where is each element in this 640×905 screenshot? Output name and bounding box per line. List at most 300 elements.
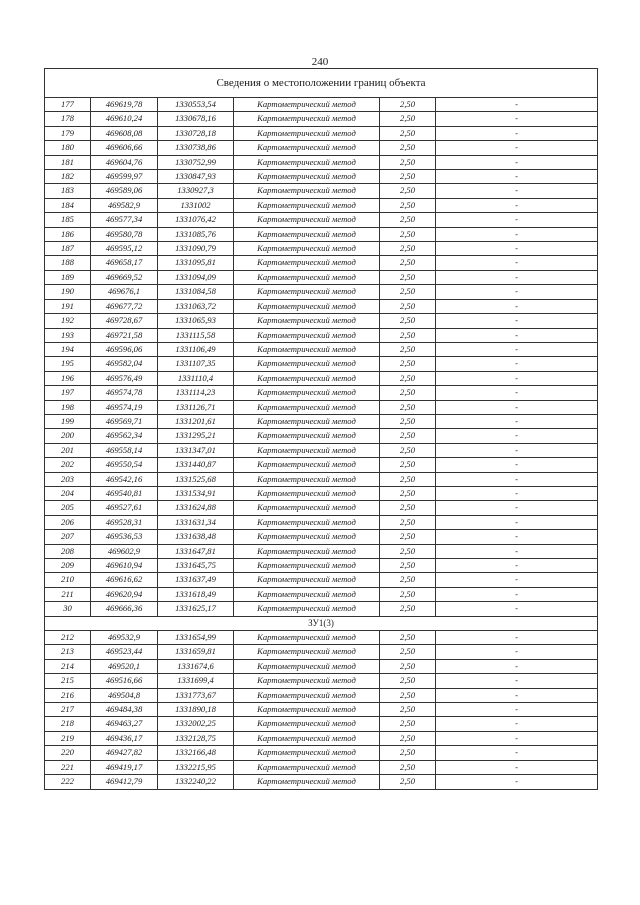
accuracy: 2,50 xyxy=(380,645,436,659)
description: - xyxy=(436,443,598,457)
point-number: 180 xyxy=(45,141,91,155)
description: - xyxy=(436,659,598,673)
coord-x: 469721,58 xyxy=(91,328,158,342)
method: Картометрический метод xyxy=(234,328,380,342)
description: - xyxy=(436,530,598,544)
description: - xyxy=(436,270,598,284)
description: - xyxy=(436,688,598,702)
accuracy: 2,50 xyxy=(380,400,436,414)
table-row xyxy=(45,371,598,385)
coord-y: 1331126,71 xyxy=(158,400,234,414)
coord-y: 1331773,67 xyxy=(158,688,234,702)
method: Картометрический метод xyxy=(234,357,380,371)
coord-y: 1331114,23 xyxy=(158,386,234,400)
point-number: 194 xyxy=(45,342,91,356)
accuracy: 2,50 xyxy=(380,285,436,299)
coord-y: 1331094,09 xyxy=(158,270,234,284)
description: - xyxy=(436,559,598,573)
method: Картометрический метод xyxy=(234,285,380,299)
description: - xyxy=(436,314,598,328)
coord-y: 1331110,4 xyxy=(158,371,234,385)
description: - xyxy=(436,414,598,428)
method: Картометрический метод xyxy=(234,155,380,169)
accuracy: 2,50 xyxy=(380,170,436,184)
description: - xyxy=(436,357,598,371)
method: Картометрический метод xyxy=(234,126,380,140)
description: - xyxy=(436,170,598,184)
accuracy: 2,50 xyxy=(380,342,436,356)
coord-y: 1332215,95 xyxy=(158,760,234,774)
point-number: 191 xyxy=(45,299,91,313)
accuracy: 2,50 xyxy=(380,559,436,573)
description: - xyxy=(436,717,598,731)
method: Картометрический метод xyxy=(234,98,380,112)
table-row xyxy=(45,674,598,688)
point-number: 213 xyxy=(45,645,91,659)
coord-y: 1331063,72 xyxy=(158,299,234,313)
coord-x: 469620,94 xyxy=(91,587,158,601)
description: - xyxy=(436,213,598,227)
coord-x: 469516,66 xyxy=(91,674,158,688)
coord-y: 1332166,48 xyxy=(158,746,234,760)
coord-x: 469580,78 xyxy=(91,227,158,241)
table-row xyxy=(45,126,598,140)
accuracy: 2,50 xyxy=(380,659,436,673)
table-row xyxy=(45,631,598,645)
coord-x: 469542,16 xyxy=(91,472,158,486)
table-row xyxy=(45,314,598,328)
coord-x: 469595,12 xyxy=(91,242,158,256)
point-number: 196 xyxy=(45,371,91,385)
table-row xyxy=(45,170,598,184)
description: - xyxy=(436,386,598,400)
accuracy: 2,50 xyxy=(380,314,436,328)
section-label: ЗУ1(3) xyxy=(45,616,598,630)
coord-y: 1331106,49 xyxy=(158,342,234,356)
table-row xyxy=(45,688,598,702)
table-row xyxy=(45,659,598,673)
table-row xyxy=(45,515,598,529)
description: - xyxy=(436,242,598,256)
accuracy: 2,50 xyxy=(380,357,436,371)
method: Картометрический метод xyxy=(234,573,380,587)
point-number: 201 xyxy=(45,443,91,457)
accuracy: 2,50 xyxy=(380,674,436,688)
coord-y: 1331347,01 xyxy=(158,443,234,457)
coord-y: 1330847,93 xyxy=(158,170,234,184)
table-row xyxy=(45,717,598,731)
point-number: 218 xyxy=(45,717,91,731)
table-row xyxy=(45,458,598,472)
table-row xyxy=(45,342,598,356)
coord-x: 469582,9 xyxy=(91,198,158,212)
accuracy: 2,50 xyxy=(380,530,436,544)
coord-y: 1331440,87 xyxy=(158,458,234,472)
description: - xyxy=(436,674,598,688)
table-row xyxy=(45,429,598,443)
coord-x: 469532,9 xyxy=(91,631,158,645)
method: Картометрический метод xyxy=(234,472,380,486)
coord-y: 1331624,88 xyxy=(158,501,234,515)
table-row xyxy=(45,299,598,313)
description: - xyxy=(436,429,598,443)
coord-y: 1331095,81 xyxy=(158,256,234,270)
coord-y: 1331659,81 xyxy=(158,645,234,659)
accuracy: 2,50 xyxy=(380,371,436,385)
point-number: 188 xyxy=(45,256,91,270)
table-row xyxy=(45,98,598,112)
table-row xyxy=(45,587,598,601)
coord-x: 469527,61 xyxy=(91,501,158,515)
coord-x: 469582,04 xyxy=(91,357,158,371)
point-number: 195 xyxy=(45,357,91,371)
point-number: 214 xyxy=(45,659,91,673)
coord-x: 469520,1 xyxy=(91,659,158,673)
method: Картометрический метод xyxy=(234,299,380,313)
accuracy: 2,50 xyxy=(380,141,436,155)
coord-y: 1331525,68 xyxy=(158,472,234,486)
boundary-table xyxy=(44,68,598,790)
method: Картометрический метод xyxy=(234,703,380,717)
point-number: 217 xyxy=(45,703,91,717)
point-number: 30 xyxy=(45,602,91,616)
accuracy: 2,50 xyxy=(380,458,436,472)
coord-x: 469528,31 xyxy=(91,515,158,529)
table-row xyxy=(45,602,598,616)
description: - xyxy=(436,198,598,212)
coord-y: 1331674,6 xyxy=(158,659,234,673)
method: Картометрический метод xyxy=(234,141,380,155)
coord-x: 469576,49 xyxy=(91,371,158,385)
coord-y: 1331534,91 xyxy=(158,486,234,500)
coord-x: 469596,06 xyxy=(91,342,158,356)
point-number: 212 xyxy=(45,631,91,645)
coord-x: 469412,79 xyxy=(91,775,158,789)
description: - xyxy=(436,631,598,645)
method: Картометрический метод xyxy=(234,314,380,328)
method: Картометрический метод xyxy=(234,112,380,126)
description: - xyxy=(436,112,598,126)
coord-x: 469562,34 xyxy=(91,429,158,443)
table-row xyxy=(45,573,598,587)
method: Картометрический метод xyxy=(234,530,380,544)
method: Картометрический метод xyxy=(234,559,380,573)
accuracy: 2,50 xyxy=(380,198,436,212)
method: Картометрический метод xyxy=(234,631,380,645)
point-number: 205 xyxy=(45,501,91,515)
description: - xyxy=(436,98,598,112)
accuracy: 2,50 xyxy=(380,703,436,717)
point-number: 209 xyxy=(45,559,91,573)
description: - xyxy=(436,371,598,385)
accuracy: 2,50 xyxy=(380,717,436,731)
table-row xyxy=(45,775,598,789)
coord-x: 469589,06 xyxy=(91,184,158,198)
accuracy: 2,50 xyxy=(380,429,436,443)
accuracy: 2,50 xyxy=(380,631,436,645)
coord-x: 469619,78 xyxy=(91,98,158,112)
coord-y: 1330553,54 xyxy=(158,98,234,112)
coord-x: 469676,1 xyxy=(91,285,158,299)
method: Картометрический метод xyxy=(234,213,380,227)
coord-y: 1331890,18 xyxy=(158,703,234,717)
table-body xyxy=(45,69,598,790)
method: Картометрический метод xyxy=(234,486,380,500)
coord-x: 469608,08 xyxy=(91,126,158,140)
accuracy: 2,50 xyxy=(380,602,436,616)
table-row xyxy=(45,472,598,486)
coord-x: 469504,8 xyxy=(91,688,158,702)
coord-y: 1331625,17 xyxy=(158,602,234,616)
coord-x: 469463,27 xyxy=(91,717,158,731)
table-row xyxy=(45,357,598,371)
method: Картометрический метод xyxy=(234,674,380,688)
method: Картометрический метод xyxy=(234,386,380,400)
accuracy: 2,50 xyxy=(380,227,436,241)
coord-y: 1331699,4 xyxy=(158,674,234,688)
table-row xyxy=(45,486,598,500)
coord-y: 1331654,99 xyxy=(158,631,234,645)
method: Картометрический метод xyxy=(234,198,380,212)
method: Картометрический метод xyxy=(234,515,380,529)
coord-y: 1331637,49 xyxy=(158,573,234,587)
table-row xyxy=(45,270,598,284)
point-number: 210 xyxy=(45,573,91,587)
coord-x: 469604,76 xyxy=(91,155,158,169)
method: Картометрический метод xyxy=(234,429,380,443)
table-title-row xyxy=(45,69,598,98)
method: Картометрический метод xyxy=(234,414,380,428)
method: Картометрический метод xyxy=(234,371,380,385)
accuracy: 2,50 xyxy=(380,328,436,342)
description: - xyxy=(436,299,598,313)
coord-y: 1331076,42 xyxy=(158,213,234,227)
method: Картометрический метод xyxy=(234,227,380,241)
coord-x: 469419,17 xyxy=(91,760,158,774)
coord-x: 469427,82 xyxy=(91,746,158,760)
table-row xyxy=(45,112,598,126)
point-number: 219 xyxy=(45,731,91,745)
method: Картометрический метод xyxy=(234,170,380,184)
table-title: Сведения о местоположении границ объекта xyxy=(45,69,598,98)
accuracy: 2,50 xyxy=(380,573,436,587)
point-number: 183 xyxy=(45,184,91,198)
description: - xyxy=(436,645,598,659)
method: Картометрический метод xyxy=(234,400,380,414)
description: - xyxy=(436,458,598,472)
point-number: 206 xyxy=(45,515,91,529)
coord-x: 469523,44 xyxy=(91,645,158,659)
method: Картометрический метод xyxy=(234,256,380,270)
method: Картометрический метод xyxy=(234,602,380,616)
table-row xyxy=(45,746,598,760)
method: Картометрический метод xyxy=(234,688,380,702)
description: - xyxy=(436,285,598,299)
description: - xyxy=(436,400,598,414)
coord-x: 469677,72 xyxy=(91,299,158,313)
accuracy: 2,50 xyxy=(380,414,436,428)
point-number: 215 xyxy=(45,674,91,688)
coord-x: 469602,9 xyxy=(91,544,158,558)
accuracy: 2,50 xyxy=(380,242,436,256)
description: - xyxy=(436,328,598,342)
coord-x: 469666,36 xyxy=(91,602,158,616)
accuracy: 2,50 xyxy=(380,299,436,313)
point-number: 185 xyxy=(45,213,91,227)
accuracy: 2,50 xyxy=(380,731,436,745)
accuracy: 2,50 xyxy=(380,544,436,558)
coord-x: 469577,34 xyxy=(91,213,158,227)
point-number: 202 xyxy=(45,458,91,472)
accuracy: 2,50 xyxy=(380,112,436,126)
table-row xyxy=(45,731,598,745)
coord-y: 1330728,18 xyxy=(158,126,234,140)
point-number: 198 xyxy=(45,400,91,414)
coord-x: 469610,94 xyxy=(91,559,158,573)
page-number: 240 xyxy=(311,56,329,68)
point-number: 221 xyxy=(45,760,91,774)
description: - xyxy=(436,703,598,717)
method: Картометрический метод xyxy=(234,717,380,731)
coord-x: 469558,14 xyxy=(91,443,158,457)
coord-y: 1332002,25 xyxy=(158,717,234,731)
accuracy: 2,50 xyxy=(380,775,436,789)
method: Картометрический метод xyxy=(234,731,380,745)
method: Картометрический метод xyxy=(234,458,380,472)
coord-y: 1330927,3 xyxy=(158,184,234,198)
coord-x: 469484,38 xyxy=(91,703,158,717)
description: - xyxy=(436,587,598,601)
point-number: 190 xyxy=(45,285,91,299)
table-row xyxy=(45,184,598,198)
method: Картометрический метод xyxy=(234,645,380,659)
coord-x: 469574,78 xyxy=(91,386,158,400)
accuracy: 2,50 xyxy=(380,501,436,515)
table-row xyxy=(45,544,598,558)
coord-x: 469728,67 xyxy=(91,314,158,328)
method: Картометрический метод xyxy=(234,659,380,673)
point-number: 216 xyxy=(45,688,91,702)
table-row xyxy=(45,530,598,544)
accuracy: 2,50 xyxy=(380,386,436,400)
accuracy: 2,50 xyxy=(380,184,436,198)
method: Картометрический метод xyxy=(234,342,380,356)
description: - xyxy=(436,227,598,241)
coord-y: 1332240,22 xyxy=(158,775,234,789)
table-row xyxy=(45,285,598,299)
point-number: 207 xyxy=(45,530,91,544)
coord-y: 1331002 xyxy=(158,198,234,212)
description: - xyxy=(436,486,598,500)
accuracy: 2,50 xyxy=(380,486,436,500)
method: Картометрический метод xyxy=(234,760,380,774)
point-number: 193 xyxy=(45,328,91,342)
table-row xyxy=(45,386,598,400)
description: - xyxy=(436,155,598,169)
point-number: 187 xyxy=(45,242,91,256)
description: - xyxy=(436,501,598,515)
table-row xyxy=(45,141,598,155)
accuracy: 2,50 xyxy=(380,760,436,774)
coord-y: 1332128,75 xyxy=(158,731,234,745)
point-number: 177 xyxy=(45,98,91,112)
coord-y: 1331084,58 xyxy=(158,285,234,299)
point-number: 192 xyxy=(45,314,91,328)
coord-y: 1331647,81 xyxy=(158,544,234,558)
point-number: 182 xyxy=(45,170,91,184)
description: - xyxy=(436,342,598,356)
point-number: 184 xyxy=(45,198,91,212)
description: - xyxy=(436,544,598,558)
table-row xyxy=(45,213,598,227)
table-row xyxy=(45,703,598,717)
description: - xyxy=(436,573,598,587)
table-row xyxy=(45,400,598,414)
point-number: 203 xyxy=(45,472,91,486)
point-number: 220 xyxy=(45,746,91,760)
point-number: 204 xyxy=(45,486,91,500)
accuracy: 2,50 xyxy=(380,746,436,760)
coord-y: 1331115,58 xyxy=(158,328,234,342)
point-number: 211 xyxy=(45,587,91,601)
accuracy: 2,50 xyxy=(380,587,436,601)
coord-x: 469550,54 xyxy=(91,458,158,472)
table-row xyxy=(45,256,598,270)
description: - xyxy=(436,746,598,760)
method: Картометрический метод xyxy=(234,544,380,558)
point-number: 222 xyxy=(45,775,91,789)
coord-x: 469658,17 xyxy=(91,256,158,270)
coord-x: 469606,66 xyxy=(91,141,158,155)
method: Картометрический метод xyxy=(234,270,380,284)
table-row xyxy=(45,760,598,774)
description: - xyxy=(436,141,598,155)
coord-y: 1331631,34 xyxy=(158,515,234,529)
table-row xyxy=(45,198,598,212)
coord-y: 1331638,48 xyxy=(158,530,234,544)
coord-y: 1330752,99 xyxy=(158,155,234,169)
method: Картометрический метод xyxy=(234,746,380,760)
description: - xyxy=(436,515,598,529)
method: Картометрический метод xyxy=(234,184,380,198)
coord-y: 1331090,79 xyxy=(158,242,234,256)
point-number: 189 xyxy=(45,270,91,284)
coord-x: 469669,52 xyxy=(91,270,158,284)
accuracy: 2,50 xyxy=(380,256,436,270)
point-number: 186 xyxy=(45,227,91,241)
coord-x: 469574,19 xyxy=(91,400,158,414)
coord-y: 1330678,16 xyxy=(158,112,234,126)
point-number: 181 xyxy=(45,155,91,169)
table-row xyxy=(45,501,598,515)
coord-y: 1331201,61 xyxy=(158,414,234,428)
point-number: 197 xyxy=(45,386,91,400)
point-number: 178 xyxy=(45,112,91,126)
point-number: 208 xyxy=(45,544,91,558)
coord-x: 469599,97 xyxy=(91,170,158,184)
method: Картометрический метод xyxy=(234,501,380,515)
accuracy: 2,50 xyxy=(380,213,436,227)
table-row xyxy=(45,242,598,256)
description: - xyxy=(436,256,598,270)
method: Картометрический метод xyxy=(234,587,380,601)
table-row xyxy=(45,227,598,241)
coord-x: 469616,62 xyxy=(91,573,158,587)
point-number: 179 xyxy=(45,126,91,140)
coord-x: 469436,17 xyxy=(91,731,158,745)
description: - xyxy=(436,602,598,616)
accuracy: 2,50 xyxy=(380,270,436,284)
